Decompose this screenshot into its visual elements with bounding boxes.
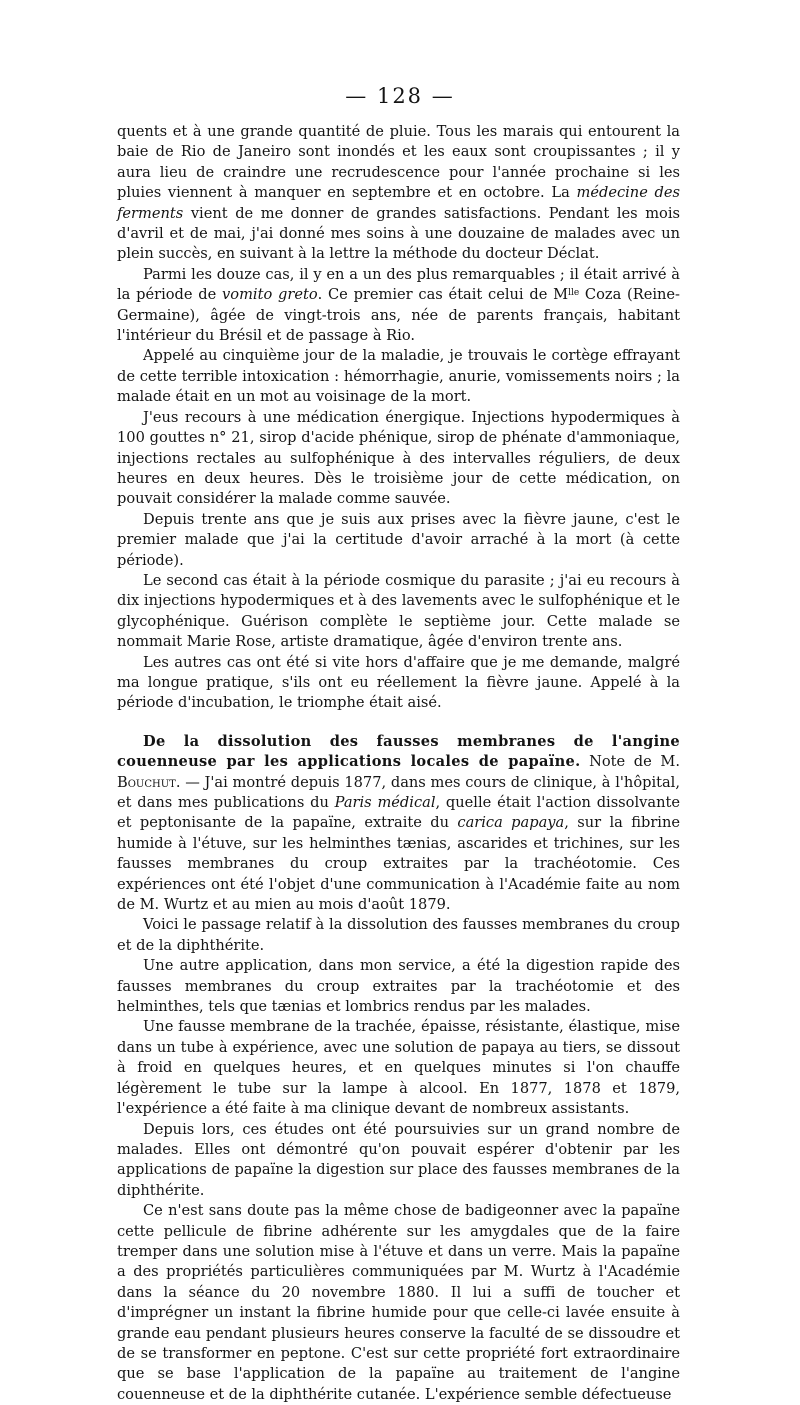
paragraph [117,653,680,714]
paragraph [117,956,680,1017]
text-run: J'eus recours à une médication énergique. Injections hypodermiques à 100 gouttes n° 21, sirop d'acide phénique, sirop de phénate d'ammoniaque, injections rectales au sulfophénique à des intervalles réguliers, de deux heures en deux heures. Dès le troisième jour de cette médication, on pouvait considérer la malade comme sauvée. [117,408,680,508]
section-heading: De la dissolution des fausses membranes de l'angine couenneuse par les applications locales de papaïne. [117,732,680,771]
text-run: Une fausse membrane de la trachée, épaisse, résistante, élastique, mise dans un tube à expérience, avec une solution de papaya au tiers, se dissout à froid en quelques heures, et en quelques minutes si l'on chauffe légèrement le tube sur la lampe à alcool. En 1877, 1878 et 1879, l'expérience a été faite à ma clinique devant de nombreux assistants. [117,1018,680,1118]
text-run: Paris médical [334,794,436,811]
text-run: Voici le passage relatif à la dissolution des fausses membranes du croup et de la diphthérite. [117,916,680,954]
paragraph [117,122,680,265]
paragraph [117,1201,680,1405]
paragraph [117,408,680,510]
text-run: , quelle était l'action dissolvante et peptonisante de la papaïne, extraite du [117,794,680,832]
paragraph [117,1120,680,1202]
text-run: . — J'ai montré depuis 1877, dans mes cours de clinique, à l'hôpital, et dans mes publications du [117,773,680,811]
text-run: quents et à une grande quantité de pluie. Tous les marais qui entourent la baie de Rio de Janeiro sont inondés et les eaux sont croupissantes ; il y aura lieu de craindre une recrudescence pour l'année prochaine si les pluies viennent à manquer en septembre et en octobre. La [117,123,680,202]
text-run: Appelé au cinquième jour de la maladie, je trouvais le cortège effrayant de cette terrible intoxication : hémorrhagie, anurie, vomissements noirs ; la malade était en un mot au voisinage de la mort. [117,347,680,406]
text-run: carica papaya [457,814,565,832]
text-run: Depuis trente ans que je suis aux prises avec la fièvre jaune, c'est le premier malade que j'ai la certitude d'avoir arraché à la mort (à cette période). [117,510,680,569]
paragraph [117,510,680,571]
paragraph [117,571,680,653]
text-run: Ce n'est sans doute pas la même chose de badigeonner avec la papaïne cette pellicule de fibrine adhérente sur les amygdales que de la faire tremper dans une solution mise à l'étuve et dans un verre. Mais la papaïne a des propriétés particulières communiquées par M. Wurtz à l'Académie dans la séance du 20 novembre 1880. Il lui a suffi de toucher et d'imprégner un instant la fibrine humide pour que celle-ci lavée ensuite à grande eau pendant plusieurs heures conserve la faculté de se dissoudre et de se transformer en peptone. C'est sur cette propriété fort extraordinaire que se base l'application de la papaïne au traitement de l'angine couenneuse et de la diphthérite cutanée. L'expérience semble défectueuse [117,1202,680,1403]
text-run: lle [568,288,580,299]
paragraph [117,346,680,407]
text-run: , sur la fibrine humide à l'étuve, sur les helminthes tænias, ascarides et trichines, sur les fausses membranes du croup extraites par la trachéotomie. Ces expériences ont été l'objet d'une communication à l'Académie faite au nom de M. Wurtz et au mien au mois d'août 1879. [117,814,680,914]
page-body [117,122,680,1405]
paragraph [117,265,680,347]
paragraph [117,1017,680,1119]
section-paragraph [117,732,680,916]
text-run: . Ce premier cas était celui de M [317,286,569,304]
text-run: vomito greto [222,286,318,304]
text-run: Les autres cas ont été si vite hors d'affaire que je me demande, malgré ma longue pratique, s'ils ont eu réellement la fièvre jaune. Appelé à la période d'incubation, le triomphe était aisé. [117,653,680,712]
text-run: vient de me donner de grandes satisfactions. Pendant les mois d'avril et de mai, j'ai donné mes soins à une douzaine de malades avec un plein succès, en suivant à la lettre la méthode du docteur Déclat. [117,204,680,263]
text-run: médecine des ferments [117,184,681,222]
text-run: Parmi les douze cas, il y en a un des plus remarquables ; il était arrivé à la période de [117,265,680,304]
text-run: Coza (Reine-Germaine), âgée de vingt-trois ans, née de parents français, habitant l'intérieur du Brésil et de passage à Rio. [117,286,680,345]
paragraph [117,915,680,956]
page-number: — 128 — [345,84,455,108]
text-run: Note de M. [580,753,680,771]
text-run: Depuis lors, ces études ont été poursuivies sur un grand nombre de malades. Elles ont démontré qu'on pouvait espérer d'obtenir par les applications de papaïne la digestion sur place des fausses membranes de la diphthérite. [117,1120,680,1199]
text-run: Bouchut [117,773,176,791]
text-run: Une autre application, dans mon service, a été la digestion rapide des fausses membranes du croup extraites par la trachéotomie et des helminthes, tels que tænias et lombrics rendus par les malades. [117,957,680,1016]
text-run: Le second cas était à la période cosmique du parasite ; j'ai eu recours à dix injections hypodermiques et à des lavements avec le sulfophénique et le glycophénique. Guérison complète le septième jour. Cette malade se nommait Marie Rose, artiste dramatique, âgée d'environ trente ans. [117,571,680,651]
